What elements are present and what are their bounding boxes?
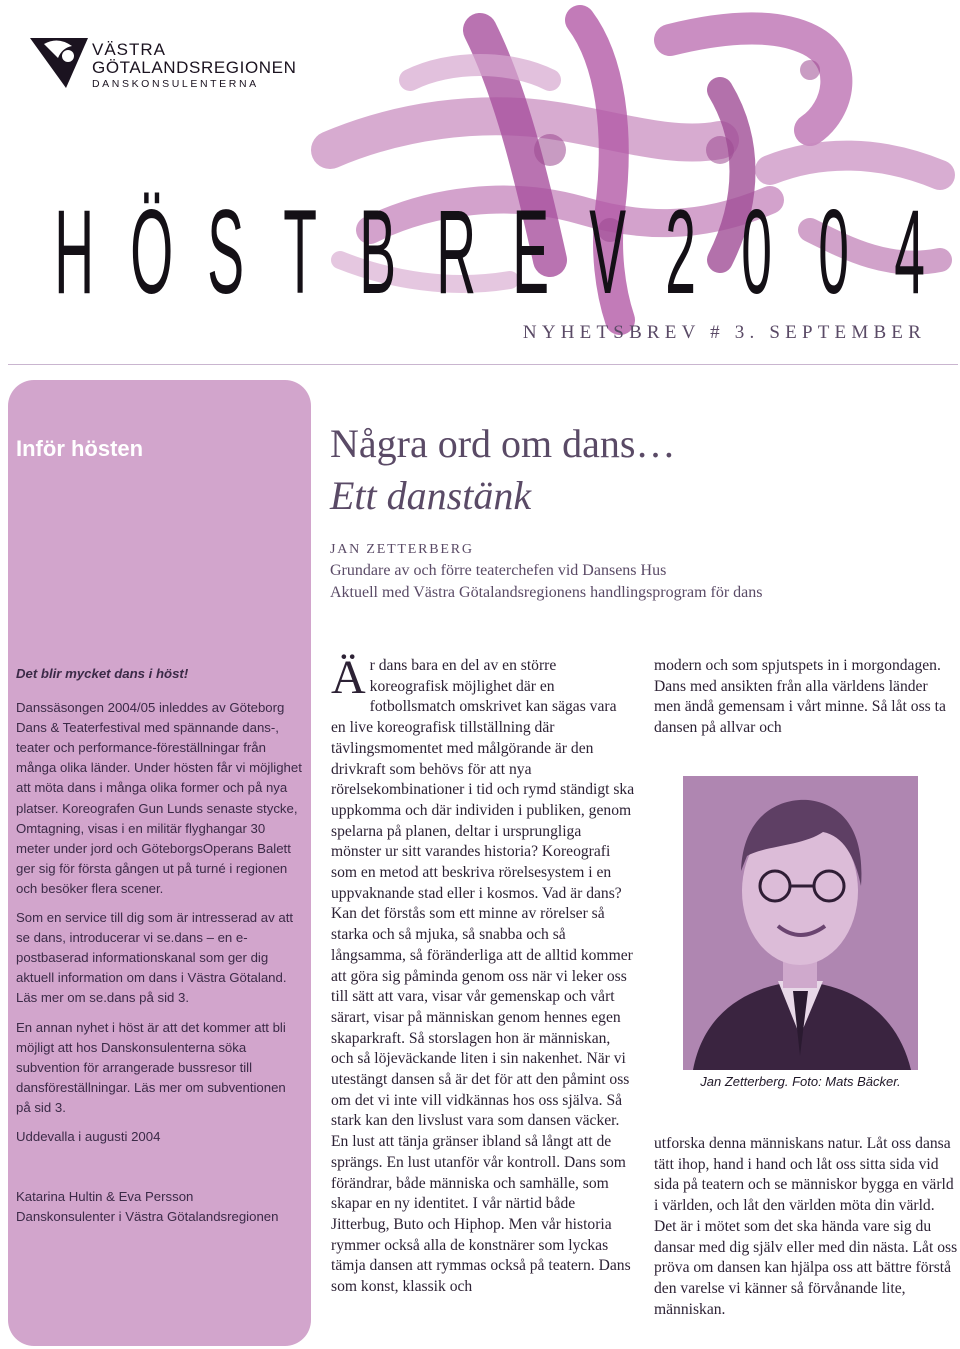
title-letter: V bbox=[588, 185, 626, 319]
article-column-1-text: r dans bara en del av en större koreografisk möjlighet där en fotbollsmatch omskrivet kan sägas vara en live koreografisk tillställning där tävlingsmomentet med målgörande är den drivkraft som behövs för att nya rörelsekombinationer i tid och rymd ständigt ska uppkomma och där individen i publiken, genom spelarna på planen, deltar i ursprungliga mönster ur sitt varandes historia? Koreografi som en metod att beskriva rörelsesystem i en uppvaknande stad eller i kosmos. Vad är dans? Kan det förstås som ett minne av rörelser så starka och så mjuka, så snabba och så långsamma, så föränderliga att de alltid kommer att göra sig påminda genom oss när vi leker oss till sätt att vara, visar vår gemenskap och vårt särart, visar på människan genom hennes egen skaparkraft. Så storslagen hon är människan, och så löjeväckande liten i sin nakenhet. När vi utestängt dansen så är det för att den påmint oss om det vi inte vill vidkännas hos oss själva. Så stark kan den livslust vara som dansen väcker. En lust att tänja gränser ibland så långt att de sprängs. En lust utanför vår kontroll. Dans som förändrar, både människa och samhälle, som skapar en ny identitet. I vår närtid både Jitterbug, Buto och Hiphop. Men vår historia rymmer också alla de konstnärer som lyckas tämja dansen att rymmas också på teatern. Dans som konst, klassik och bbox=[331, 657, 635, 1296]
article-subtitle: Ett danstänk bbox=[330, 473, 532, 518]
sidebar-heading: Inför hösten bbox=[16, 436, 144, 461]
logo-line-2: GÖTALANDSREGIONEN bbox=[92, 58, 297, 77]
title-letter: H bbox=[54, 185, 95, 319]
portrait-caption: Jan Zetterberg. Foto: Mats Bäcker. bbox=[700, 1074, 901, 1089]
region-logo-icon bbox=[28, 34, 90, 90]
article-column-1 bbox=[331, 651, 635, 1298]
logo-line-1: VÄSTRA bbox=[92, 40, 167, 59]
title-letter: S bbox=[206, 185, 244, 319]
sidebar-text bbox=[16, 664, 302, 1236]
title-letter: E bbox=[512, 185, 550, 319]
title-letter: 0 bbox=[817, 185, 849, 319]
sidebar-place-date: Uddevalla i augusti 2004 bbox=[16, 1128, 161, 1144]
sidebar-paragraph-2: Som en service till dig som är intresserad av att se dans, introducerar vi se.dans – en e-postbaserad informationskanal som ger dig aktuell information om dans i Västra Götaland. Läs mer om se.dans på sid 3. bbox=[16, 910, 294, 1006]
author-role-1: Grundare av och förre teaterchefen vid Dansens Hus bbox=[330, 562, 667, 579]
sidebar-signers: Katarina Hultin & Eva Persson bbox=[16, 1189, 194, 1205]
drop-cap: Ä bbox=[331, 651, 366, 704]
issue-line: NYHETSBREV # 3. SEPTEMBER bbox=[522, 322, 926, 343]
title-letter: B bbox=[359, 185, 397, 319]
title-letter: Ö bbox=[130, 185, 174, 319]
newsletter-title bbox=[38, 185, 938, 319]
article-column-2-bottom: utforska denna människans natur. Låt oss dansa tätt ihop, hand i hand och låt oss sitta sida vid sida på teatern och se människor bygga en värld i världen, och låt den världen möta din värld. Det är i mötet som det ska hända vare sig du dansar med dig själv eller med din nästa. Låt oss pröva om dansen kan hjälpa oss att bättre förstå den varelse vi känner så förvånande lite, människan. bbox=[654, 1135, 958, 1318]
title-letter: 4 bbox=[894, 185, 925, 319]
article-author: JAN ZETTERBERG bbox=[330, 542, 474, 557]
title-letter: R bbox=[435, 185, 476, 319]
title-letter: 0 bbox=[741, 185, 773, 319]
article-title: Några ord om dans… bbox=[330, 421, 676, 466]
title-letter: T bbox=[283, 185, 318, 319]
sidebar-paragraph-1: Danssäsongen 2004/05 inleddes av Göteborg Dans & Teaterfestival med spännande dans-, teater och performance-föreställningar från många olika länder. Under hösten får vi möjlighet att möta dans i många olika former och på nya platser. Koreografen Gun Lunds senaste stycke, Omtagning, visas i en militär flyghangar 30 meter under jord och GöteborgsOperans Balett ger sig för första gången ut på turné i regionen och besöker flera scener. bbox=[16, 700, 302, 896]
article-column-2-top: modern och som spjutspets in i morgondagen. Dans med ansikten från alla världens länder men ändå gemensam i vårt minne. Så låt oss ta dansen på allvar och bbox=[654, 657, 946, 737]
author-role-2: Aktuell med Västra Götalandsregionens handlingsprogram för dans bbox=[330, 584, 763, 601]
logo-line-3: DANSKONSULENTERNA bbox=[92, 78, 259, 90]
title-letter: 2 bbox=[665, 185, 696, 319]
sidebar-signers-role: Danskonsulenter i Västra Götalandsregionen bbox=[16, 1209, 279, 1225]
author-portrait bbox=[683, 776, 918, 1070]
sidebar-lead: Det blir mycket dans i höst! bbox=[16, 666, 189, 681]
sidebar-paragraph-3: En annan nyhet i höst är att det kommer att bli möjligt att hos Danskonsulenterna söka subvention för arrangerade bussresor till dansföreställningar. Läs mer om subventionen på sid 3. bbox=[16, 1019, 286, 1115]
header-divider bbox=[8, 364, 958, 365]
